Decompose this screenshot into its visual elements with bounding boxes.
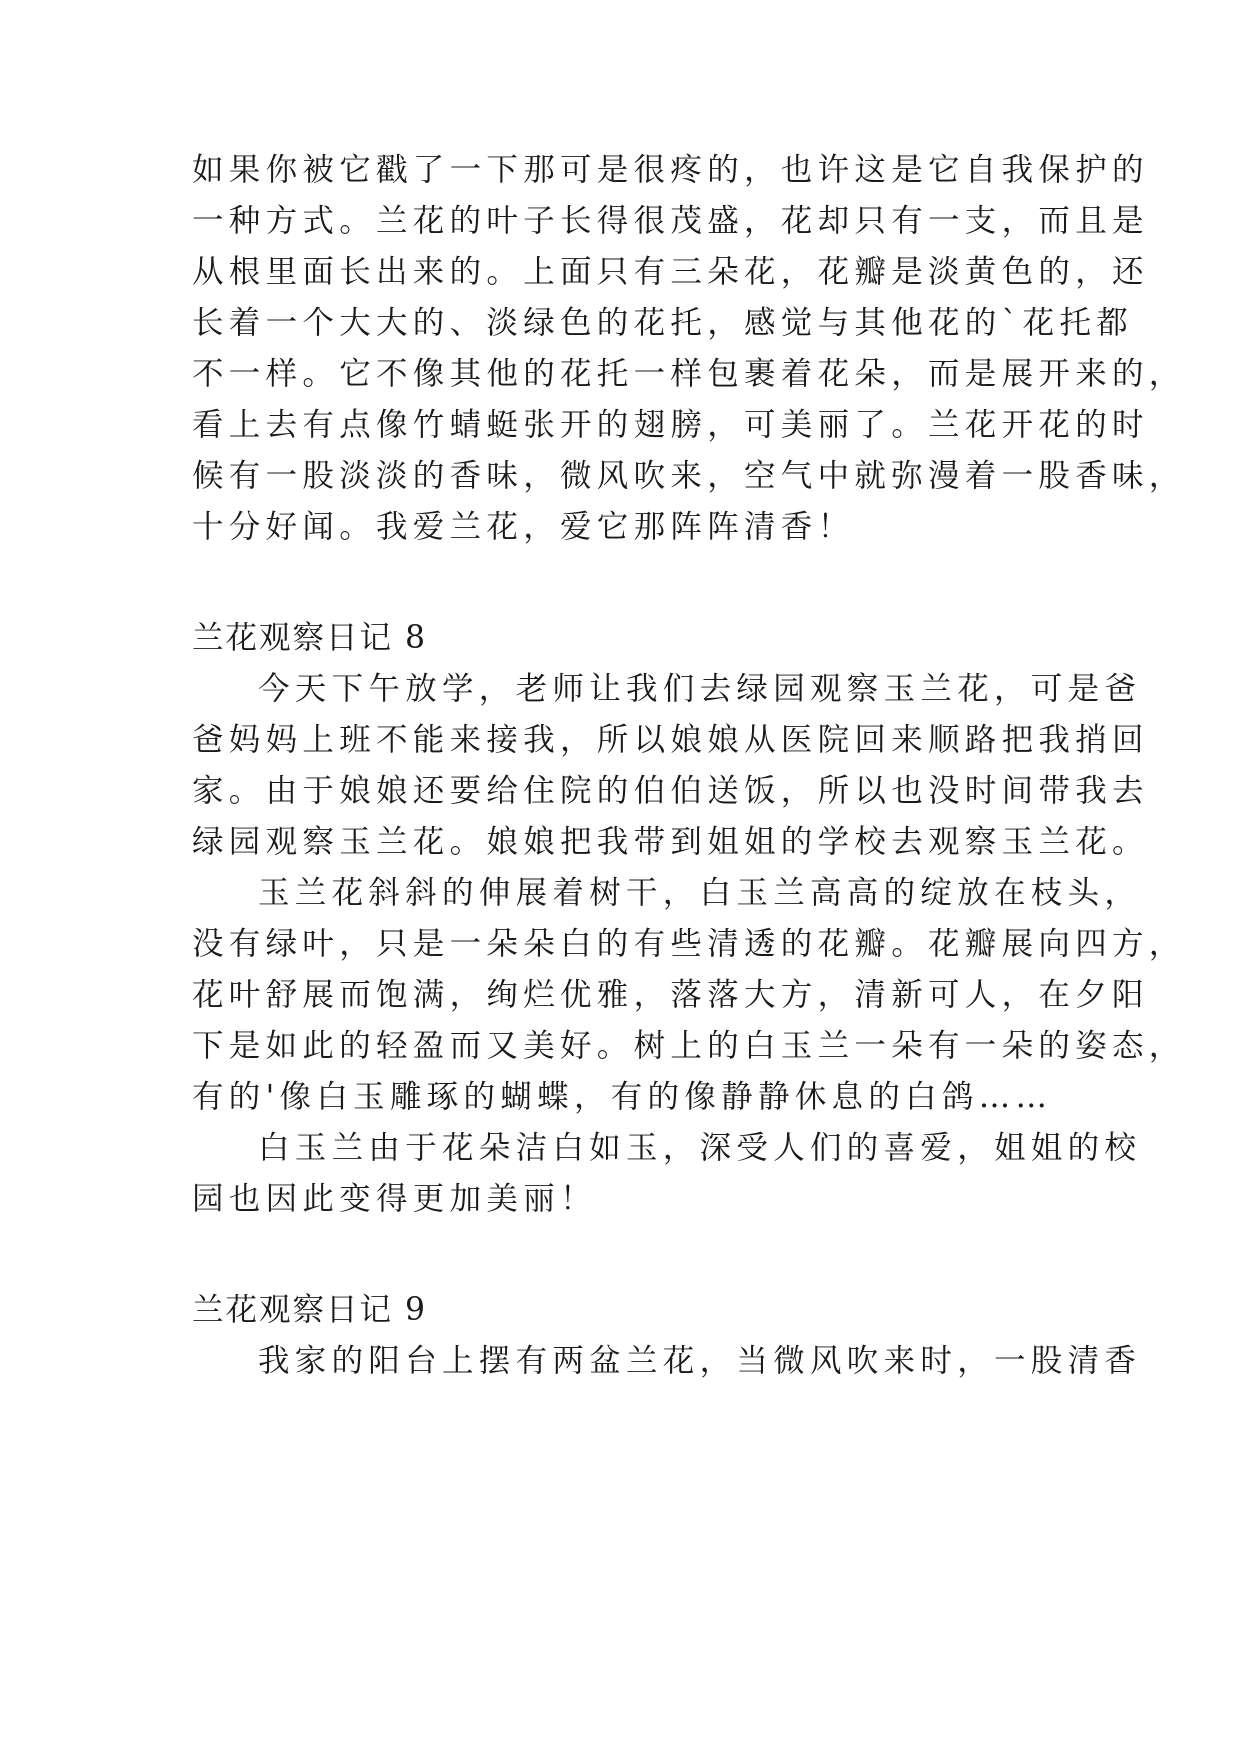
paragraph-line: 园也因此变得更加美丽！ [192, 1181, 597, 1217]
section-heading: 兰花观察日记 9 [192, 1292, 428, 1328]
paragraph-line: 我家的阳台上摆有两盆兰花，当微风吹来时，一股清香 [258, 1343, 1142, 1379]
paragraph-line: 玉兰花斜斜的伸展着树干，白玉兰高高的绽放在枝头， [258, 875, 1142, 911]
paragraph-line: 一种方式。兰花的叶子长得很茂盛，花却只有一支，而且是 [192, 203, 1149, 239]
paragraph-line: 十分好闻。我爱兰花，爱它那阵阵清香！ [192, 509, 855, 545]
paragraph-line: 从根里面长出来的。上面只有三朵花，花瓣是淡黄色的，还 [192, 254, 1149, 290]
paragraph-line: 长着一个大大的、淡绿色的花托，感觉与其他花的`花托都 [192, 305, 1134, 341]
paragraph-line: 如果你被它戳了一下那可是很疼的，也许这是它自我保护的 [192, 152, 1149, 188]
paragraph-line: 白玉兰由于花朵洁白如玉，深受人们的喜爱，姐姐的校 [258, 1130, 1142, 1166]
paragraph-line: 今天下午放学，老师让我们去绿园观察玉兰花，可是爸 [258, 671, 1142, 707]
paragraph-line: 看上去有点像竹蜻蜓张开的翅膀，可美丽了。兰花开花的时 [192, 407, 1149, 443]
paragraph-line: 下是如此的轻盈而又美好。树上的白玉兰一朵有一朵的姿态， [192, 1028, 1186, 1064]
paragraph-line: 家。由于娘娘还要给住院的伯伯送饭，所以也没时间带我去 [192, 773, 1149, 809]
section-heading: 兰花观察日记 8 [192, 620, 428, 656]
paragraph-line: 有的'像白玉雕琢的蝴蝶，有的像静静休息的白鸽…… [192, 1079, 1053, 1115]
paragraph-line: 爸妈妈上班不能来接我，所以娘娘从医院回来顺路把我捎回 [192, 722, 1149, 758]
paragraph-line: 候有一股淡淡的香味，微风吹来，空气中就弥漫着一股香味， [192, 458, 1186, 494]
paragraph-line: 没有绿叶，只是一朵朵白的有些清透的花瓣。花瓣展向四方， [192, 926, 1186, 962]
paragraph-line: 花叶舒展而饱满，绚烂优雅，落落大方，清新可人，在夕阳 [192, 977, 1149, 1013]
paragraph-line: 绿园观察玉兰花。娘娘把我带到姐姐的学校去观察玉兰花。 [192, 824, 1149, 860]
paragraph-line: 不一样。它不像其他的花托一样包裹着花朵，而是展开来的， [192, 356, 1186, 392]
